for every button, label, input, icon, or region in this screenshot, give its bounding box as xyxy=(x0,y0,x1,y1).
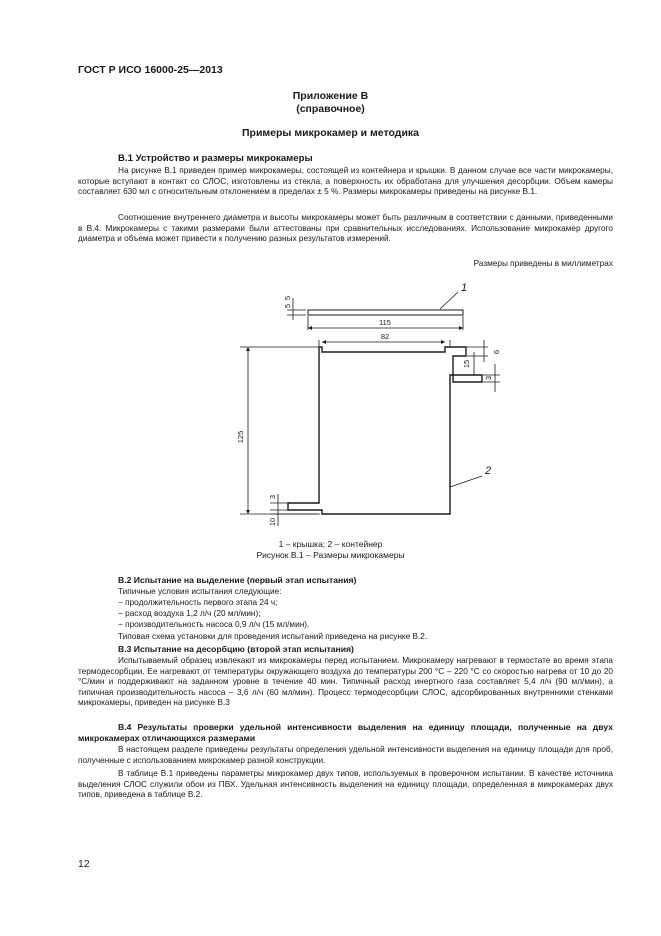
lid-shape xyxy=(308,310,463,315)
dim-10: 10 xyxy=(268,517,277,527)
dim-3-left: 3 xyxy=(268,494,277,500)
figure-legend: 1 – крышка; 2 – контейнер xyxy=(278,539,383,549)
dim-6: 6 xyxy=(492,349,501,355)
dim-115: 115 xyxy=(379,318,391,327)
section-b1-paragraph-1: На рисунке В.1 приведен пример микрокамеры, состоящей из контейнера и крышки. В данном случае все части микрокамеры, которые вступают в контакт со СЛОС, изготовлены из стекла, а поверхность их обработана для улучшения десорбции. Объем камеры составляет 630 мл с относительным отклонением в пределах ± 5 %. Размеры микрокамеры приведены на рисунке В.1. xyxy=(78,166,613,196)
dim-5-bottom: 5 xyxy=(283,295,292,301)
section-b1-paragraph-2: Соотношение внутреннего диаметра и высоты микрокамеры может быть различным в соответствии с данными, приведенными в В.4. Микрокамеры с такими размерами были аттестованы при сравнительных исследованиях. Использование микрокамер другого диаметра и объема может привести к получению разных результатов измерений. xyxy=(78,213,613,243)
section-b2-outro: Типовая схема установки для проведения испытаний приведена на рисунке В.2. xyxy=(118,632,428,641)
dimensions-note: Размеры приведены в миллиметрах xyxy=(473,259,613,268)
callout-2: 2 xyxy=(485,465,492,477)
callout-1: 1 xyxy=(461,282,468,294)
container-shape xyxy=(288,347,482,514)
dim-125: 125 xyxy=(236,430,245,444)
dim-15: 15 xyxy=(462,359,471,369)
section-b3-paragraph-1: Испытываемый образец извлекают из микрокамеры перед испытанием. Микрокамеру нагревают в термостате во время этапа термодесорбции. Ее нагревают от температуры окружающего воздуха до температуры 200 °С – 220 °С со скоростью нагрева от 10 до 20 °С/мин и поддерживают на заданном уровне в течение 40 мин. Типичный расход инертного газа составляет 5,4 л/ч (90 мл/мин), а типичная производительность насоса – 3,6 л/ч (60 мл/мин). Процесс термодесорбции СЛОС, адсорбированных внутренними стенками микрокамеры, приведен на рисунке В.3 xyxy=(78,656,613,707)
section-b2-item-2: − расход воздуха 1,2 л/ч (20 мл/мин); xyxy=(118,609,261,618)
section-b3-title: В.3 Испытание на десорбцию (второй этап испытания) xyxy=(118,644,354,654)
annex-subtitle: (справочное) xyxy=(296,103,365,115)
section-b2-item-3: − производительность насоса 0,9 л/ч (15 мл/мин). xyxy=(118,620,310,629)
section-b4-paragraph-1: В настоящем разделе приведены результаты определения удельной интенсивности выделения на единицу площади для проб, полученные с использованием микрокамер разной конструкции. xyxy=(78,745,613,765)
section-b1-title: В.1 Устройство и размеры микрокамеры xyxy=(118,153,313,164)
section-b2-title: В.2 Испытание на выделение (первый этап испытания) xyxy=(118,575,357,585)
annex-title: Приложение В xyxy=(292,90,369,102)
section-b2-intro: Типичные условия испытания следующие: xyxy=(118,587,282,596)
annex-main-heading: Примеры микрокамер и методика xyxy=(242,127,419,139)
dim-3-right: 3 xyxy=(484,375,493,381)
section-b2-item-1: − продолжительность первого этапа 24 ч; xyxy=(118,598,278,607)
document-header: ГОСТ Р ИСО 16000-25—2013 xyxy=(78,64,223,76)
figure-caption: Рисунок В.1 – Размеры микрокамеры xyxy=(256,550,405,560)
page-number: 12 xyxy=(78,858,90,870)
dim-82: 82 xyxy=(380,332,390,341)
section-b4-title: В.4 Результаты проверки удельной интенсивности выделения на единицу площади, полученные на двух микрокамерах отличающихся размерами xyxy=(78,722,613,743)
dim-5-top: 5 xyxy=(283,303,292,309)
section-b4-paragraph-2: В таблице В.1 приведены параметры микрокамер двух типов, используемых в проверочном испытании. В качестве источника выделения СЛОС служили обои из ПВХ. Удельная интенсивность выделения на единицу площади, определенная в микрокамерах двух типов, приведена в таблице В.2. xyxy=(78,769,613,799)
